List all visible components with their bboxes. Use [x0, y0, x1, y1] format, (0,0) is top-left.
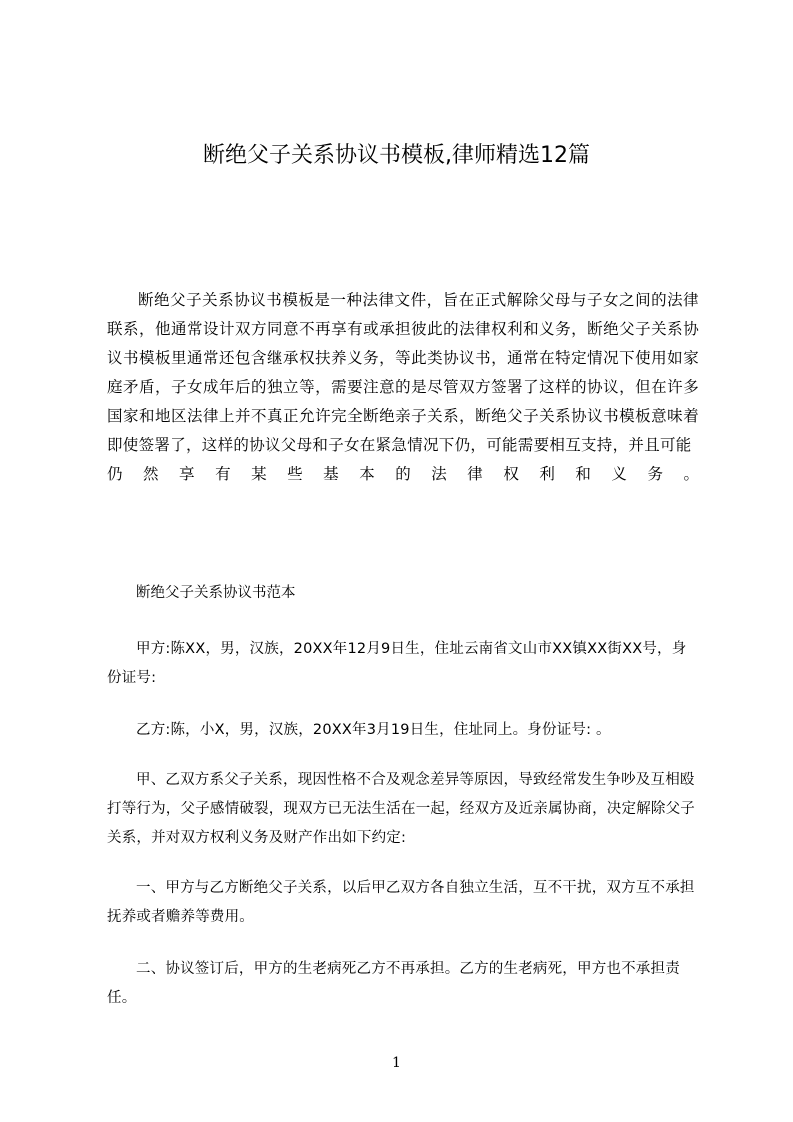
background-paragraph: 甲、乙双方系父子关系，现因性格不合及观念差异等原因，导致经常发生争吵及互相殴打等行为，父子感情破裂，现双方已无法生活在一起，经双方及近亲属协商，决定解除父子关系，并对双方权利义务及财产作出如下约定: [107, 772, 695, 846]
document-title: 断绝父子关系协议书模板,律师精选12篇 [203, 143, 590, 168]
party-b-paragraph: 乙方:陈，小X，男，汉族，20XX年3月19日生，住址同上。身份证号: 。 [136, 722, 611, 738]
clause-one-paragraph: 一、甲方与乙方断绝父子关系，以后甲乙双方各自独立生活，互不干扰，双方互不承担抚养或者赡养等费用。 [107, 880, 695, 925]
party-a-paragraph: 甲方:陈XX，男，汉族，20XX年12月9日生，住址云南省文山市XX镇XX街XX号，身份证号: [107, 641, 687, 686]
page-number: 1 [392, 1055, 401, 1071]
intro-paragraph: 断绝父子关系协议书模板是一种法律文件，旨在正式解除父母与子女之间的法律联系，他通常设计双方同意不再享有或承担彼此的法律权利和义务，断绝父子关系协议书模板里通常还包含继承权扶养义务，等此类协议书，通常在特定情况下使用如家庭矛盾，子女成年后的独立等，需要注意的是尽管双方签署了这样的协议，但在许多国家和地区法律上并不真正允许完全断绝亲子关系，断绝父子关系协议书模板意味着即使签署了，这样的协议父母和子女在紧急情况下仍，可能需要相互支持，并且可能 [107, 291, 699, 454]
clause-two-paragraph: 二、协议签订后，甲方的生老病死乙方不再承担。乙方的生老病死，甲方也不承担责任。 [107, 961, 680, 1006]
section-heading: 断绝父子关系协议书范本 [136, 585, 296, 601]
intro-paragraph-last-line: 仍然享有某些基本的法律权利和义务。 [107, 465, 699, 483]
